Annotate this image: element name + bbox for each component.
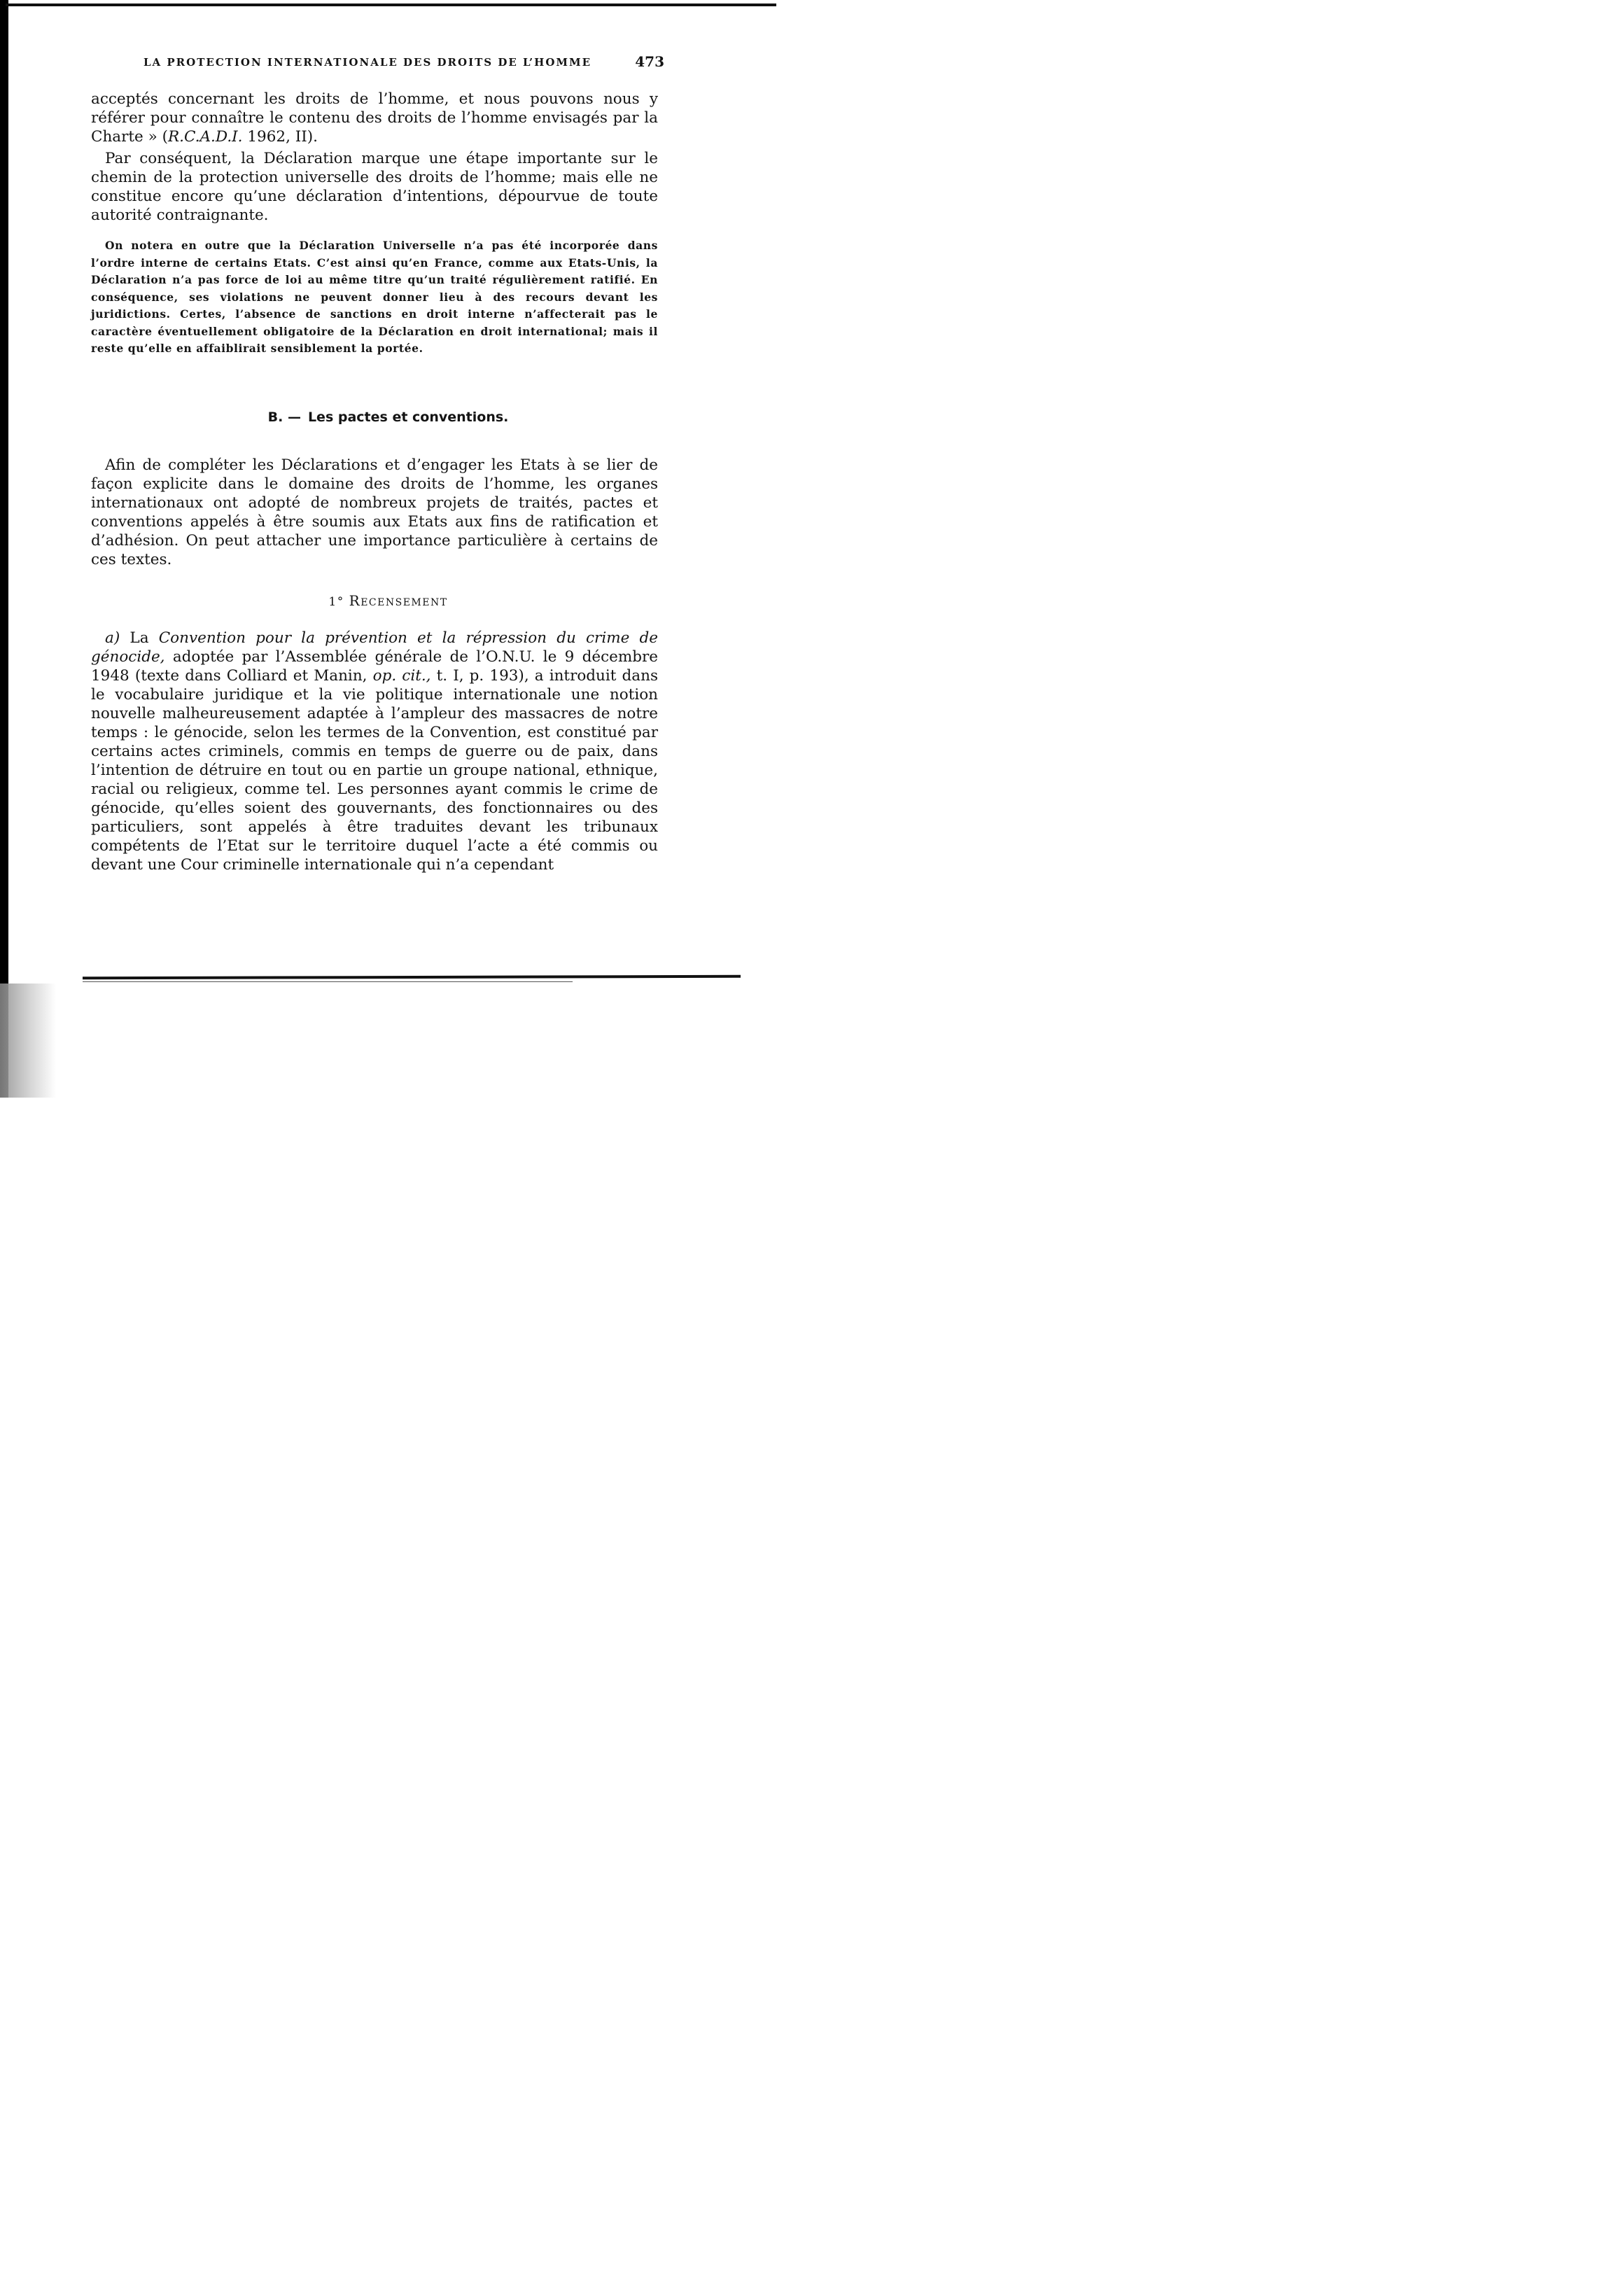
scanned-book-page (0, 0, 776, 1098)
paragraph-text: acceptés concernant les droits de l’homme, et nous pouvons nous y référer pour connaître le contenu des droits de l’homme envisagés par la Charte » ( (91, 90, 658, 146)
subsection-heading-recensement (0, 592, 776, 609)
convention-title: Convention pour la prévention et la répression du crime de génocide, (91, 629, 658, 666)
paragraph-declaration: Par conséquent, la Déclaration marque une étape importante sur le chemin de la protection universelle des droits de l’homme; mais elle ne constitue encore qu’une déclaration d’intentions, dépourvue de toute autorité contraignante. (91, 150, 658, 224)
bottom-border-line (83, 975, 741, 979)
paragraph-text: La (120, 629, 159, 647)
subsection-title: Recensement (349, 592, 448, 609)
section-letter: B. — (267, 410, 301, 425)
section-title: Les pactes et conventions. (307, 410, 509, 425)
section-heading-b (0, 410, 776, 425)
paragraph-text: adoptée par l’Assemblée générale de l’O.N.U. le 9 décembre 1948 (texte dans Colliard et Manin, (91, 648, 658, 685)
subsection-number: 1° (328, 595, 344, 609)
note-paragraph: On notera en outre que la Déclaration Universelle n’a pas été incorporée dans l’ordre interne de certains Etats. C’est ainsi qu’en France, comme aux Etats-Unis, la Déclaration n’a pas force de loi au même titre qu’un traité régulièrement ratifié. En conséquence, ses violations ne peuvent donner lieu à des recours devant les juridictions. Certes, l’absence de sanctions en droit interne n’affecterait pas le caractère éventuellement obligatoire de la Déclaration en droit international; mais il reste qu’elle en affaiblirait sensiblement la portée. (91, 239, 658, 355)
paragraph-text: 1962, II). (242, 128, 318, 146)
running-header-title: LA PROTECTION INTERNATIONALE DES DROITS DE L’HOMME (144, 56, 592, 69)
list-marker: a) (105, 629, 120, 647)
page-number: 473 (635, 53, 664, 70)
paragraph-continued (91, 90, 658, 146)
scan-left-edge (0, 0, 8, 1098)
citation-rcadi: R.C.A.D.I. (167, 128, 243, 146)
paragraph-pactes: Afin de compléter les Déclarations et d’engager les Etats à se lier de façon explicite dans le domaine des droits de l’homme, les organes internationaux ont adopté de nombreux projets de traités, pactes et conventions appelés à être soumis aux Etats aux fins de ratification et d’adhésion. On peut attacher une importance particulière à certains de ces textes. (91, 456, 658, 568)
bottom-border-line-thin (83, 981, 573, 982)
paragraph-genocide (91, 629, 658, 874)
op-cit: op. cit., (372, 667, 431, 685)
scan-shadow (0, 983, 56, 1098)
top-border-line (6, 4, 776, 6)
paragraph-text: t. I, p. 193), a introduit dans le vocabulaire juridique et la vie politique internationale une notion nouvelle malheureusement adaptée à l’ampleur des massacres de notre temps : le génocide, selon les termes de la Convention, est constitué par certains actes criminels, commis en temps de guerre ou de paix, dans l’intention de détruire en tout ou en partie un groupe national, ethnique, racial ou religieux, comme tel. Les personnes ayant commis le crime de génocide, qu’elles soient des gouvernants, des fonctionnaires ou des particuliers, sont appelés à être traduites devant les tribunaux compétents de l’Etat sur le territoire duquel l’acte a été commis ou devant une Cour criminelle internationale qui n’a cependant (91, 667, 658, 874)
